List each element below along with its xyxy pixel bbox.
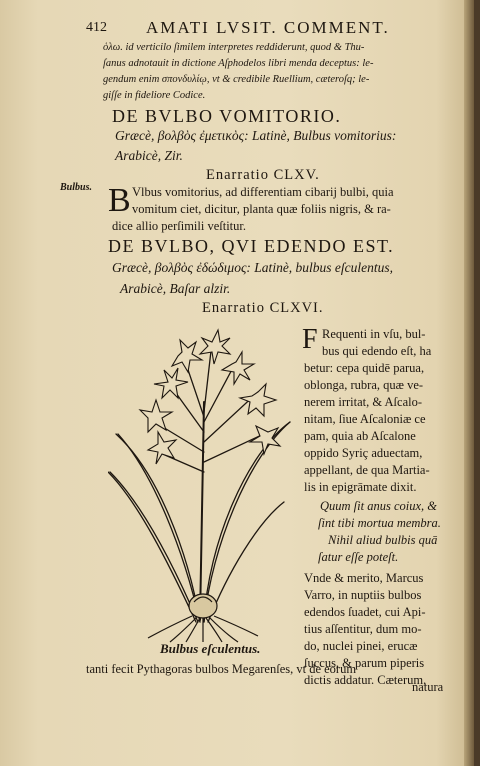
page-number: 412	[86, 20, 107, 35]
bulb-plant-woodcut	[108, 322, 294, 644]
figure-caption: Bulbus eſculentus.	[160, 641, 261, 656]
section-title-vomitorio: DE BVLBO VOMITORIO.	[112, 106, 342, 126]
text-line: tius aſſentitur, dum mo-	[304, 622, 422, 636]
quote-line: ſint tibi mortua membra.	[318, 516, 441, 530]
text-line: oppido Syriç aduectam,	[304, 446, 423, 460]
text-line: bus qui edendo eſt, ha	[322, 344, 432, 358]
text-line: nerem irritat, & Aſcalo-	[304, 395, 423, 409]
text-line: Varro, in nuptiis bulbos	[304, 588, 422, 602]
quote-line: ſatur eſſe poteſt.	[318, 550, 399, 564]
enarratio-heading: Enarratio CLXVI.	[202, 300, 324, 316]
text-line: do, nuclei pinei, erucæ	[304, 639, 418, 653]
text-line: nitam, ſiue Aſcaloniæ ce	[304, 412, 426, 426]
enarratio-heading: Enarratio CLXV.	[206, 167, 320, 183]
text-line: pam, quia ab Aſcalone	[304, 429, 416, 443]
running-title: AMATI LVSIT. COMMENT.	[146, 18, 390, 37]
text-line: dice allio perſimili veſtitur.	[112, 219, 246, 233]
text-line: vomitum ciet, dicitur, planta quæ foliis nigris, & ra-	[132, 202, 391, 216]
note-line: ὁλω. id verticilo ſimilem interpretes reddiderunt, quod & Thu-	[103, 42, 365, 53]
section-title-edendo: DE BVLBO, QVI EDENDO EST.	[108, 236, 395, 256]
note-line: ſanus adnotauit in dictione Aſphodelos libri menda deceptus: le-	[103, 58, 374, 69]
text-line: betur: cepa quidē parua,	[304, 361, 425, 375]
note-line: gendum enim σπονδυλίῳ, vt & credibile Ruellium, cæteroſq; le-	[103, 74, 370, 85]
text-line: appellant, de qua Martia-	[304, 463, 430, 477]
text-line: Requenti in vſu, bul-	[322, 327, 426, 341]
names-line: Græcè, βολβὸς ἐμετικὸς: Latinè, Bulbus vomitorius:	[115, 128, 397, 143]
quote-line: Nihil aliud bulbis quā	[328, 533, 438, 547]
text-line: Vlbus vomitorius, ad differentiam cibarij bulbi, quia	[132, 185, 394, 199]
note-line: giſſe in fideliore Codice.	[103, 90, 206, 101]
text-line: lis in epigrāmate dixit.	[304, 480, 417, 494]
names-line: Arabicè, Zir.	[115, 148, 183, 163]
names-line: Arabicè, Baſar alzir.	[120, 281, 231, 296]
drop-cap: F	[302, 324, 318, 355]
quote-line: Quum ſit anus coiux, &	[320, 499, 438, 513]
last-text-line: tanti fecit Pythagoras bulbos Megarenſes, vt de eorum	[86, 662, 357, 676]
text-line: edendos ſuadet, cui Api-	[304, 605, 426, 619]
text-line: ſuccus, & parum piperis	[304, 656, 425, 670]
names-line: Græcè, βολβὸς ἐδώδιμος: Latinè, bulbus eſculentus,	[112, 260, 394, 275]
drop-cap: B	[108, 182, 131, 219]
margin-note: Bulbus.	[60, 182, 92, 193]
text-line: dictis addatur. Cæterum,	[304, 673, 427, 687]
page-gutter	[464, 0, 474, 766]
catchword: natura	[412, 680, 444, 694]
text-line: oblonga, rubra, quæ ve-	[304, 378, 424, 392]
text-line: Vnde & merito, Marcus	[304, 571, 424, 585]
